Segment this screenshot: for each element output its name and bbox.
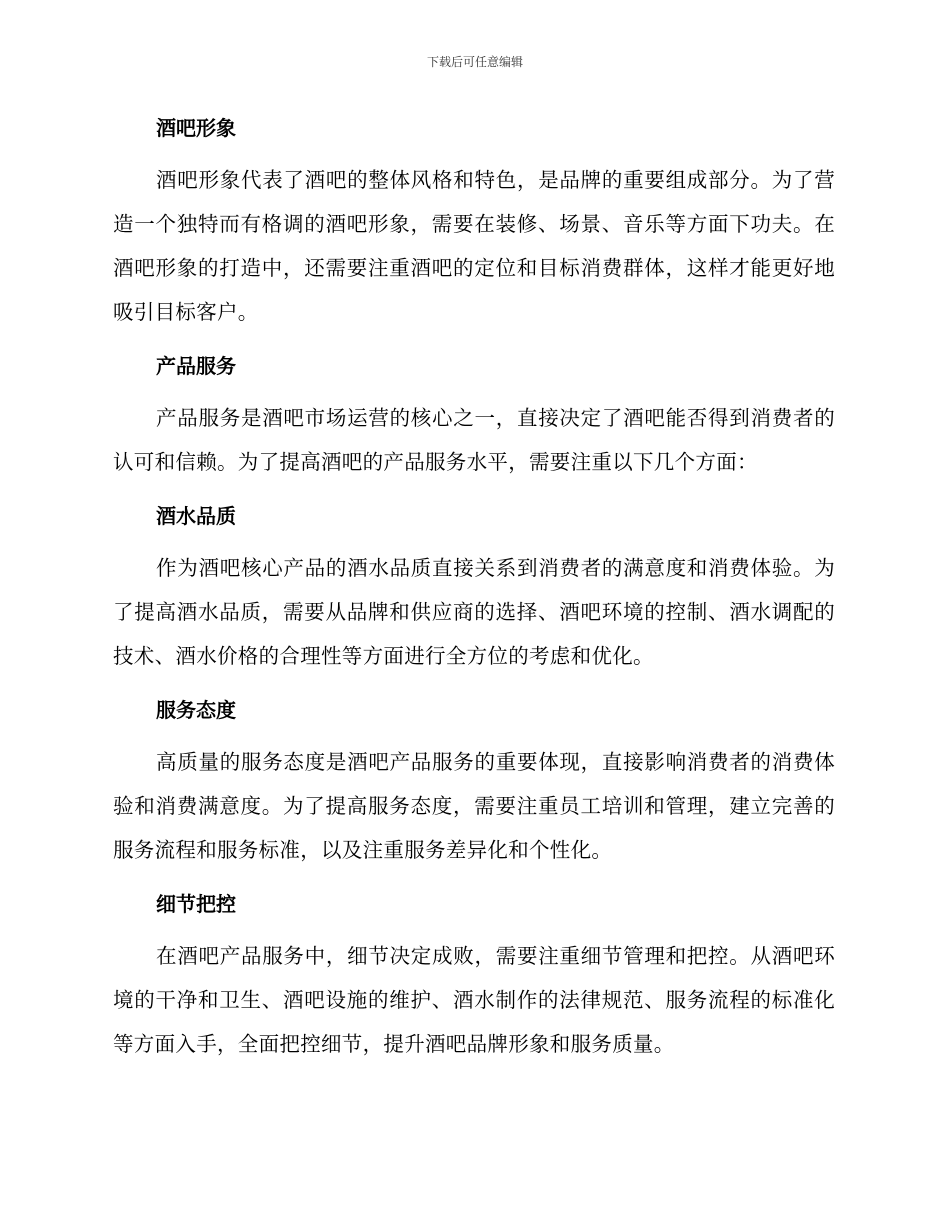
section-paragraph-product-service: 产品服务是酒吧市场运营的核心之一，直接决定了酒吧能否得到消费者的认可和信赖。为了提高酒吧的产品服务水平，需要注重以下几个方面：: [113, 406, 835, 474]
section-heading-service-attitude: 服务态度: [156, 698, 236, 722]
section-paragraph-drink-quality: 作为酒吧核心产品的酒水品质直接关系到消费者的满意度和消费体验。为了提高酒水品质，需要从品牌和供应商的选择、酒吧环境的控制、酒水调配的技术、酒水价格的合理性等方面进行全方位的考虑和优化。: [113, 556, 835, 668]
section-heading-detail-control: 细节把控: [156, 892, 236, 916]
section-heading-drink-quality: 酒水品质: [156, 504, 236, 528]
section-heading-bar-image: 酒吧形象: [156, 116, 236, 140]
document-body: [113, 113, 835, 1066]
page-header-note: 下载后可任意编辑: [426, 55, 523, 69]
section-paragraph-service-attitude: 高质量的服务态度是酒吧产品服务的重要体现，直接影响消费者的消费体验和消费满意度。为了提高服务态度，需要注重员工培训和管理，建立完善的服务流程和服务标准，以及注重服务差异化和个性化。: [113, 750, 835, 862]
section-paragraph-detail-control: 在酒吧产品服务中，细节决定成败，需要注重细节管理和把控。从酒吧环境的干净和卫生、酒吧设施的维护、酒水制作的法律规范、服务流程的标准化等方面入手，全面把控细节，提升酒吧品牌形象和服务质量。: [113, 944, 835, 1056]
section-paragraph-bar-image: 酒吧形象代表了酒吧的整体风格和特色，是品牌的重要组成部分。为了营造一个独特而有格调的酒吧形象，需要在装修、场景、音乐等方面下功夫。在酒吧形象的打造中，还需要注重酒吧的定位和目标消费群体，这样才能更好地吸引目标客户。: [113, 168, 835, 324]
section-heading-product-service: 产品服务: [156, 354, 236, 378]
